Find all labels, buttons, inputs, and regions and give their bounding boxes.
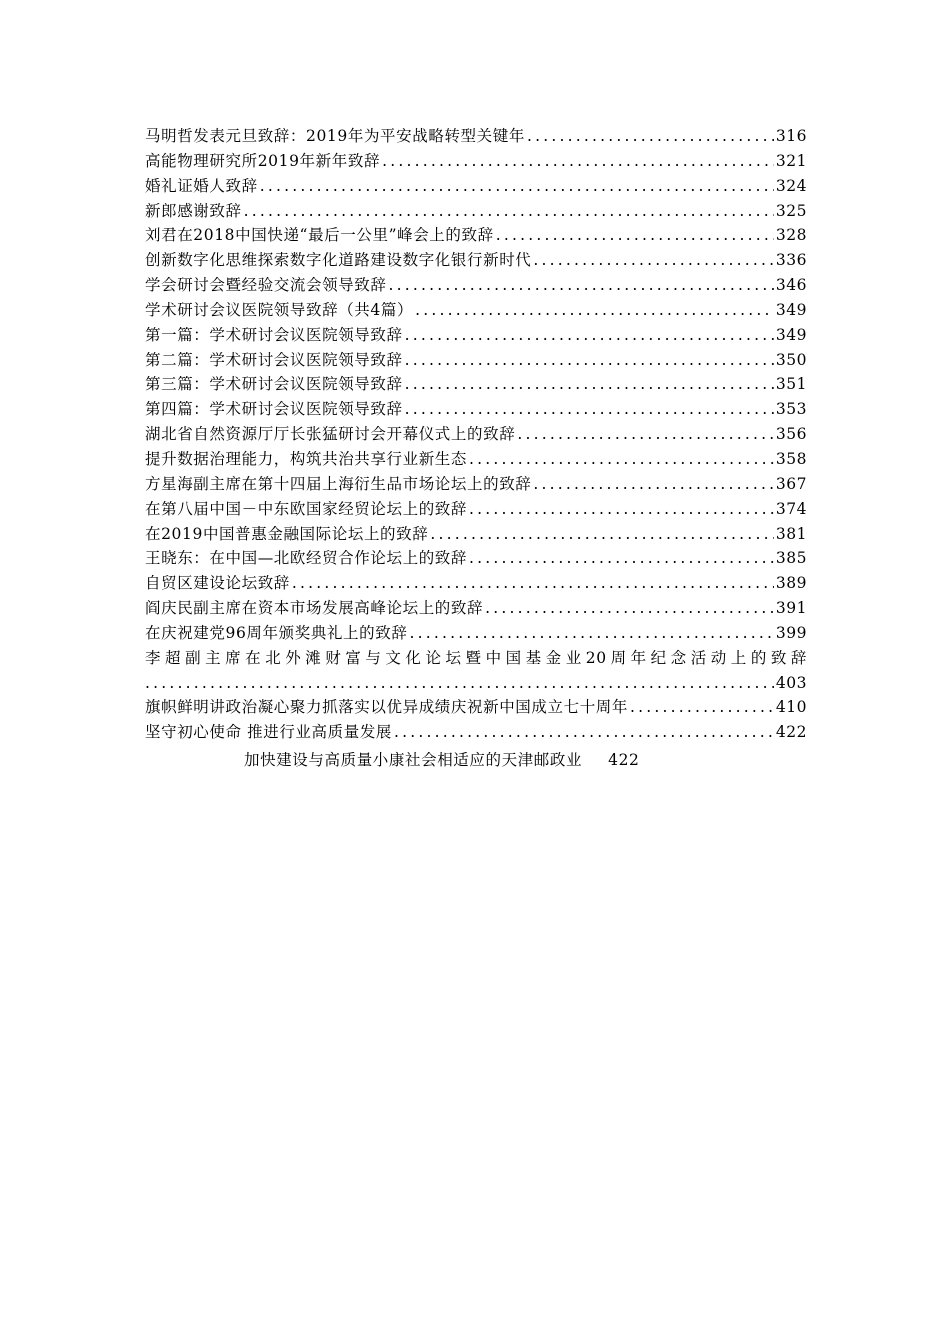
toc-leader-dots — [260, 174, 774, 199]
toc-entry[interactable] — [145, 174, 807, 199]
toc-trailing-entry[interactable] — [244, 748, 640, 772]
toc-entry-page: 389 — [775, 574, 807, 593]
toc-entry-page: 324 — [775, 176, 807, 195]
toc-entry-page: 422 — [775, 723, 807, 742]
toc-leader-dots — [389, 273, 774, 298]
toc-entry-title: 第二篇：学术研讨会议医院领导致辞 — [145, 350, 403, 369]
toc-entry[interactable] — [145, 223, 807, 248]
toc-leader-dots — [527, 124, 774, 149]
toc-entry-title: 在庆祝建党96周年颁奖典礼上的致辞 — [145, 623, 408, 642]
toc-leader-dots — [405, 397, 774, 422]
toc-entry[interactable] — [145, 522, 807, 547]
toc-leader-dots — [430, 522, 774, 547]
toc-entry[interactable] — [145, 248, 807, 273]
toc-entry-title: 创新数字化思维探索数字化道路建设数字化银行新时代 — [145, 251, 532, 270]
toc-leader-dots — [517, 422, 774, 447]
toc-entry-title: 坚守初心使命 推进行业高质量发展 — [145, 723, 393, 742]
toc-entry-title: 方星海副主席在第十四届上海衍生品市场论坛上的致辞 — [145, 474, 532, 493]
toc-entry[interactable] — [145, 348, 807, 373]
toc-entry[interactable] — [145, 199, 807, 224]
toc-leader-dots — [469, 447, 774, 472]
toc-entry-title: 加快建设与高质量小康社会相适应的天津邮政业 — [244, 751, 583, 769]
toc-entry[interactable] — [145, 273, 807, 298]
toc-entry[interactable] — [145, 124, 807, 149]
toc-entry[interactable] — [145, 149, 807, 174]
toc-entry-title: 第三篇：学术研讨会议医院领导致辞 — [145, 375, 403, 394]
toc-entry[interactable] — [145, 571, 807, 596]
toc-entry[interactable] — [145, 422, 807, 447]
toc-leader-dots — [394, 720, 774, 745]
toc-leader-dots — [292, 571, 774, 596]
toc-leader-dots — [145, 671, 774, 696]
toc-entry-title: 第四篇：学术研讨会议医院领导致辞 — [145, 400, 403, 419]
toc-entry[interactable] — [145, 472, 807, 497]
toc-entry-title: 在2019中国普惠金融国际论坛上的致辞 — [145, 524, 429, 543]
toc-entry-title: 刘君在2018中国快递“最后一公里”峰会上的致辞 — [145, 226, 494, 245]
toc-entry-page: 328 — [775, 226, 807, 245]
toc-entry-title: 阎庆民副主席在资本市场发展高峰论坛上的致辞 — [145, 599, 484, 618]
toc-entry-page: 321 — [775, 151, 807, 170]
toc-leader-dots — [409, 621, 773, 646]
toc-entry[interactable] — [145, 695, 807, 720]
toc-entry-page: 403 — [775, 673, 807, 692]
toc-entry[interactable] — [145, 372, 807, 397]
toc-entry-page: 385 — [775, 549, 807, 568]
toc-entry[interactable] — [145, 447, 807, 472]
toc-entry[interactable] — [145, 621, 807, 646]
toc-entry-page: 374 — [775, 499, 807, 518]
toc-entry-title: 自贸区建设论坛致辞 — [145, 574, 290, 593]
toc-entry-page: 336 — [775, 251, 807, 270]
toc-entry-page: 350 — [775, 350, 807, 369]
toc-entry-title: 学术研讨会议医院领导致辞（共4篇） — [145, 300, 414, 319]
toc-leader-dots — [485, 596, 774, 621]
toc-entry-title: 王晓东：在中国—北欧经贸合作论坛上的致辞 — [145, 549, 468, 568]
toc-leader-dots — [405, 323, 774, 348]
toc-leader-dots — [469, 546, 774, 571]
toc-entry-title: 婚礼证婚人致辞 — [145, 176, 258, 195]
toc-leader-dots — [469, 497, 774, 522]
toc-leader-dots — [630, 695, 774, 720]
toc-entry-page: 353 — [775, 400, 807, 419]
toc-entry[interactable] — [145, 720, 807, 745]
toc-entries — [145, 695, 807, 745]
toc-entry-title: 第一篇：学术研讨会议医院领导致辞 — [145, 325, 403, 344]
toc-entry-title: 旗帜鲜明讲政治凝心聚力抓落实以优异成绩庆祝新中国成立七十周年 — [145, 698, 629, 717]
toc-entry-title: 新郎感谢致辞 — [145, 201, 242, 220]
toc-entry-page: 410 — [775, 698, 807, 717]
toc-entry-page: 422 — [608, 751, 640, 769]
toc-entry-title: 李超副主席在北外滩财富与文化论坛暨中国基金业20周年纪念活动上的致辞 — [145, 648, 807, 667]
toc-leader-dots — [405, 372, 774, 397]
toc-entry[interactable] — [145, 323, 807, 348]
toc-entry-page: 346 — [775, 276, 807, 295]
toc-entry[interactable] — [145, 397, 807, 422]
toc-entry-page: 316 — [775, 127, 807, 145]
toc-entry[interactable] — [145, 546, 807, 571]
toc-entry[interactable] — [145, 497, 807, 522]
toc-entry-title: 高能物理研究所2019年新年致辞 — [145, 151, 381, 170]
toc-entry-title: 湖北省自然资源厅厅长张猛研讨会开幕仪式上的致辞 — [145, 425, 516, 444]
toc-entry-page: 358 — [775, 449, 807, 468]
table-of-contents — [145, 124, 807, 745]
toc-entry-page: 349 — [775, 325, 807, 344]
toc-entry-title: 马明哲发表元旦致辞：2019年为平安战略转型关键年 — [145, 127, 525, 145]
toc-entry-page: 399 — [775, 623, 807, 642]
toc-entry-page: 325 — [775, 201, 807, 220]
toc-entry-page: 391 — [775, 599, 807, 618]
toc-entry-title: 学会研讨会暨经验交流会领导致辞 — [145, 276, 387, 295]
toc-entry-page: 349 — [775, 300, 807, 319]
toc-entry-page: 356 — [775, 425, 807, 444]
toc-leader-dots — [415, 298, 774, 323]
toc-entry[interactable] — [145, 596, 807, 621]
toc-entry-title: 提升数据治理能力，构筑共治共享行业新生态 — [145, 449, 468, 468]
toc-leader-dots — [496, 223, 774, 248]
toc-leader-dots — [533, 248, 774, 273]
toc-entry-page: 381 — [775, 524, 807, 543]
toc-leader-dots — [405, 348, 774, 373]
toc-entry[interactable] — [145, 646, 807, 696]
toc-entries — [145, 124, 807, 646]
toc-leader-dots — [533, 472, 774, 497]
toc-leader-dots — [244, 199, 774, 224]
toc-entry-page: 367 — [775, 474, 807, 493]
toc-leader-dots — [382, 149, 774, 174]
toc-entry-title: 在第八届中国－中东欧国家经贸论坛上的致辞 — [145, 499, 468, 518]
toc-entry[interactable] — [145, 298, 807, 323]
toc-entry-page: 351 — [775, 375, 807, 394]
